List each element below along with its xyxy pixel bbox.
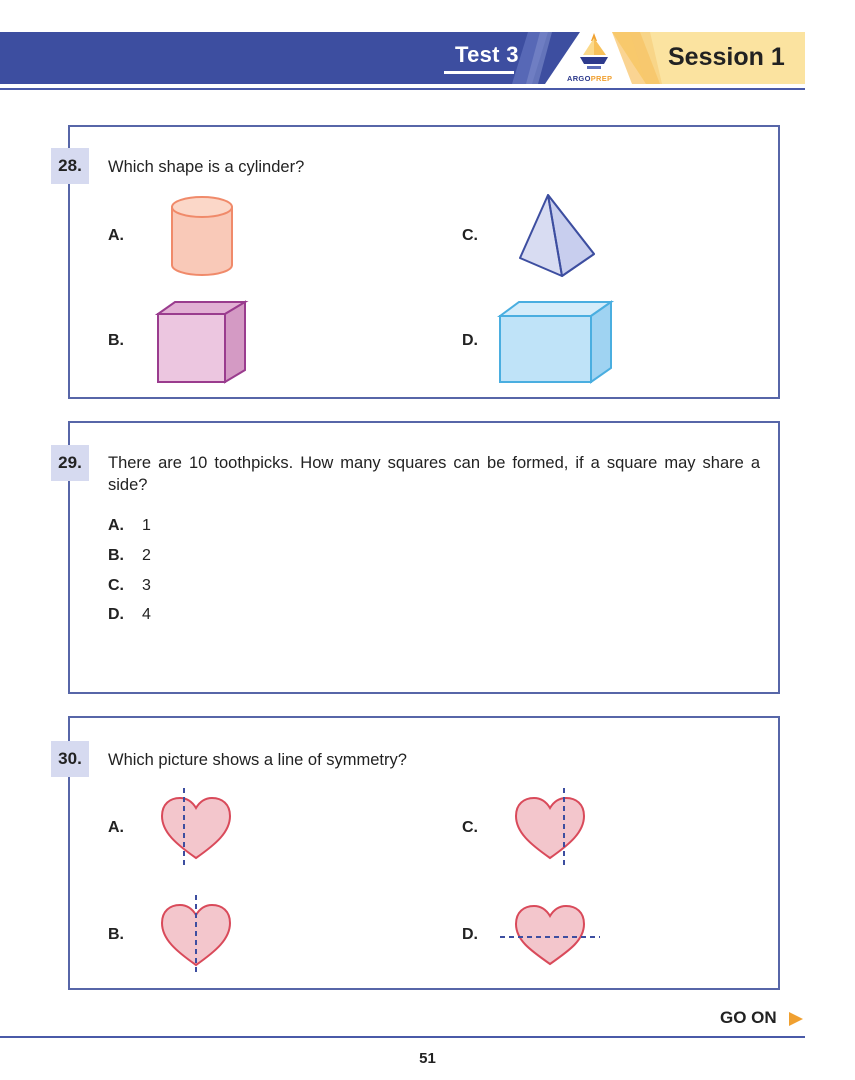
question-text: There are 10 toothpicks. How many squares can be formed, if a square may share a side? [108, 454, 760, 494]
choice-a[interactable] [108, 517, 151, 535]
logo-text [567, 74, 612, 83]
heart-icon[interactable] [158, 893, 234, 975]
footer-rule [0, 1036, 805, 1038]
question-number: 30. [51, 741, 89, 777]
page-number: 51 [419, 1050, 436, 1067]
logo-argo: ARGO [567, 74, 591, 83]
heart-icon[interactable] [158, 786, 234, 868]
header-rule [0, 88, 805, 90]
choice-letter: A. [108, 517, 124, 534]
question-text: Which picture shows a line of symmetry? [108, 751, 407, 769]
go-on-arrow-icon [788, 1011, 804, 1027]
question-text: Which shape is a cylinder? [108, 158, 305, 176]
option-d-label[interactable]: D. [462, 926, 478, 943]
option-c-label[interactable]: C. [462, 819, 478, 836]
argoprep-logo-icon [574, 33, 614, 73]
pyramid-icon[interactable] [516, 192, 598, 278]
choice-b[interactable] [108, 547, 151, 565]
test-underline [444, 71, 514, 74]
rectangular-prism-icon[interactable] [497, 300, 615, 386]
go-on-label: GO ON [720, 1008, 777, 1027]
choice-value: 4 [142, 606, 151, 623]
choice-letter: D. [108, 606, 124, 623]
option-b-label[interactable]: B. [108, 926, 124, 943]
question-number: 28. [51, 148, 89, 184]
option-d-label[interactable]: D. [462, 332, 478, 349]
logo-prep: PREP [590, 74, 613, 83]
choice-d[interactable] [108, 606, 151, 624]
option-a-label[interactable]: A. [108, 227, 124, 244]
option-b-label[interactable]: B. [108, 332, 124, 349]
choice-c[interactable] [108, 577, 151, 595]
cylinder-icon[interactable] [168, 193, 236, 281]
cube-icon[interactable] [155, 300, 249, 386]
option-a-label[interactable]: A. [108, 819, 124, 836]
session-label: Session 1 [668, 43, 785, 71]
choice-value: 3 [142, 577, 151, 594]
choice-value: 1 [142, 517, 151, 534]
choice-value: 2 [142, 547, 151, 564]
question-number: 29. [51, 445, 89, 481]
option-c-label[interactable]: C. [462, 227, 478, 244]
test-label: Test 3 [455, 42, 519, 67]
choice-letter: C. [108, 577, 124, 594]
heart-icon[interactable] [512, 786, 588, 868]
heart-icon[interactable] [498, 898, 602, 970]
choice-letter: B. [108, 547, 124, 564]
